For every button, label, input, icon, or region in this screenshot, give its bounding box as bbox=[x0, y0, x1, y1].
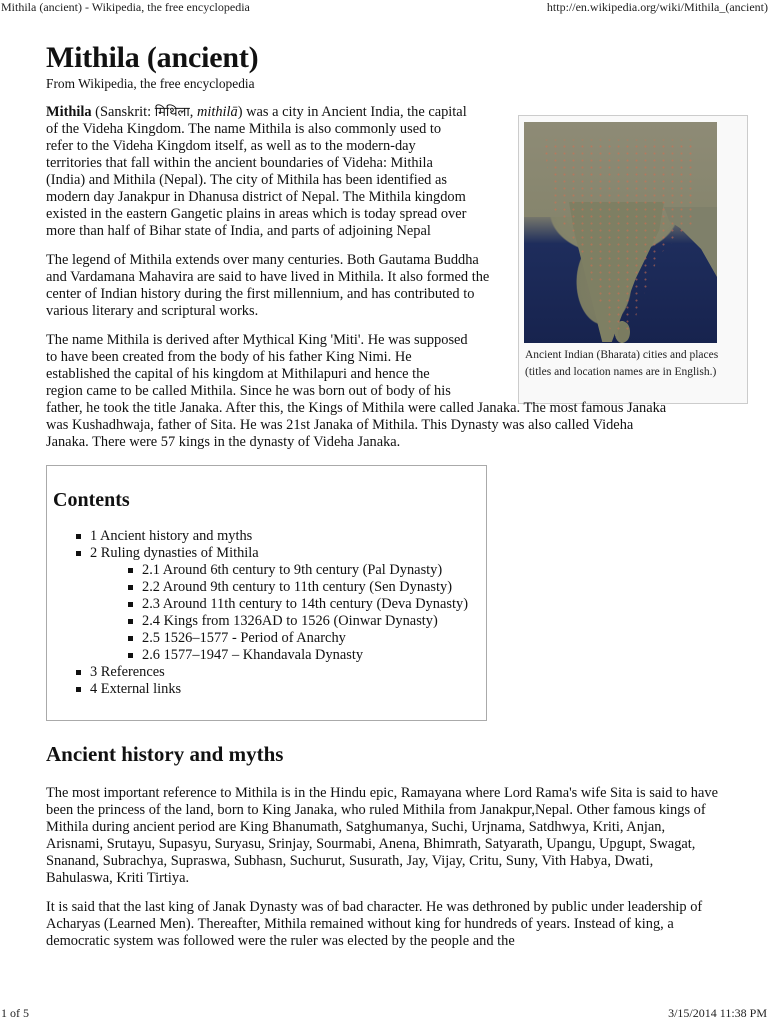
toc-item bbox=[128, 613, 486, 630]
toc-item bbox=[128, 596, 486, 613]
toc-item bbox=[76, 681, 486, 698]
origin-line: region came to be called Mithila. Since he was born out of body of his bbox=[46, 383, 451, 399]
intro-paren-open: (Sanskrit: bbox=[91, 104, 155, 120]
origin-line: established the capital of his kingdom at Mithilapuri and hence the bbox=[46, 366, 430, 382]
toc-item bbox=[76, 545, 486, 664]
page-count: 1 of 5 bbox=[1, 1006, 29, 1020]
intro-paragraph bbox=[46, 104, 468, 240]
janak-dynasty-paragraph: It is said that the last king of Janak Dynasty was of bad character. He was dethroned by public under leadership of Acharyas (Learned Men). Thereafter, Mithila remained without king for hundreds of years. Instead of king, a democratic system was followed were the ruler was elected by the people and the bbox=[46, 899, 703, 949]
origin-paragraph bbox=[46, 332, 722, 451]
toc-item bbox=[76, 664, 486, 681]
toc-sublist bbox=[90, 562, 486, 664]
print-header-title: Mithila (ancient) - Wikipedia, the free encyclopedia bbox=[1, 0, 250, 14]
toc-link-khandavala-dynasty[interactable]: 2.6 1577–1947 – Khandavala Dynasty bbox=[142, 647, 364, 663]
intro-comma: , bbox=[189, 104, 197, 120]
bullet-icon bbox=[128, 602, 133, 607]
map-caption: Ancient Indian (Bharata) cities and places (titles and location names are in English.) bbox=[525, 349, 719, 378]
transliteration: mithilā bbox=[196, 104, 238, 120]
toc-heading: Contents bbox=[53, 489, 130, 511]
toc-link-references[interactable]: 3 References bbox=[90, 664, 165, 680]
section-heading-ancient-history: Ancient history and myths bbox=[46, 742, 284, 766]
print-timestamp: 3/15/2014 11:38 PM bbox=[668, 1006, 767, 1020]
bullet-icon bbox=[128, 653, 133, 658]
toc-item bbox=[128, 579, 486, 596]
site-subtitle: From Wikipedia, the free encyclopedia bbox=[46, 76, 255, 91]
legend-paragraph: The legend of Mithila extends over many centuries. Both Gautama Buddha and Vardamana Mahavira are said to have lived in Mithila. It also formed the center of Indian history during the first millennium, and has contributed to various literary and scriptural works. bbox=[46, 252, 490, 319]
toc-item bbox=[76, 528, 486, 545]
origin-line: to have been created from the body of his father King Nimi. He bbox=[46, 349, 412, 365]
toc-link-sen-dynasty[interactable]: 2.2 Around 9th century to 11th century (Sen Dynasty) bbox=[142, 579, 453, 595]
bullet-icon bbox=[76, 534, 81, 539]
origin-line: father, he took the title Janaka. After this, the Kings of Mithila were called Janaka. The most famous Janaka bbox=[46, 400, 667, 416]
lead-term: Mithila bbox=[46, 104, 92, 120]
table-of-contents bbox=[46, 465, 487, 721]
print-header-url: http://en.wikipedia.org/wiki/Mithila_(ancient) bbox=[546, 0, 768, 14]
toc-item bbox=[128, 562, 486, 579]
sanskrit-term[interactable]: मिथिला bbox=[154, 105, 190, 120]
bullet-icon bbox=[76, 670, 81, 675]
toc-link-period-of-anarchy[interactable]: 2.5 1526–1577 - Period of Anarchy bbox=[142, 630, 346, 646]
toc-link-deva-dynasty[interactable]: 2.3 Around 11th century to 14th century (Deva Dynasty) bbox=[142, 596, 468, 612]
article-content bbox=[46, 40, 722, 962]
bullet-icon bbox=[76, 687, 81, 692]
page-title: Mithila (ancient) bbox=[46, 41, 259, 74]
intro-rest: ) was a city in Ancient India, the capital of the Videha Kingdom. The name Mithila is also commonly used to refer to the Videha Kingdom itself, as well as to the modern-day territories that fall within the ancient boundaries of Videha: Mithila (India) and Mithila (Nepal). The city of Mithila has been identified as modern day Janakpur in Dhanusa district of Nepal. The Mithila kingdom existed in the eastern Gangetic plains in areas which is today spread over more than half of Bihar state of India, and parts of adjoining Nepal bbox=[46, 104, 467, 239]
toc-link-pal-dynasty[interactable]: 2.1 Around 6th century to 9th century (Pal Dynasty) bbox=[142, 562, 443, 578]
toc-link-external-links[interactable]: 4 External links bbox=[90, 681, 182, 697]
toc-item bbox=[128, 647, 486, 664]
toc-link-oinwar-dynasty[interactable]: 2.4 Kings from 1326AD to 1526 (Oinwar Dynasty) bbox=[142, 613, 438, 629]
origin-line: The name Mithila is derived after Mythical King 'Miti'. He was supposed bbox=[46, 332, 468, 348]
ancient-history-paragraph: The most important reference to Mithila is in the Hindu epic, Ramayana where Lord Rama's wife Sita is said to have been the princess of the land, born to King Janaka, who ruled Mithila from Janakpur,Nepal. Other famous kings of Mithila during ancient period are King Bhanumath, Satghumanya, Suchi, Urjnama, Satdhwya, Kriti, Anjan, Arisnami, Srutayu, Supasyu, Suryasu, Srinjay, Sourmabi, Anena, Bhimrath, Satyarath, Upangu, Upgupt, Swagat, Snanand, Subrachya, Supraswa, Subhasn, Suchurut, Susurath, Jay, Vijay, Critu, Suny, Vith Habya, Dwati, Bahulaswa, Kriti Tirtiya. bbox=[46, 785, 718, 886]
bullet-icon bbox=[128, 585, 133, 590]
bullet-icon bbox=[128, 619, 133, 624]
origin-line: was Kushadhwaja, father of Sita. He was 21st Janaka of Mithila. This Dynasty was also called Videha bbox=[46, 417, 634, 433]
bullet-icon bbox=[128, 568, 133, 573]
bullet-icon bbox=[76, 551, 81, 556]
bullet-icon bbox=[128, 636, 133, 641]
print-header bbox=[0, 0, 768, 16]
toc-link-ruling-dynasties[interactable]: 2 Ruling dynasties of Mithila bbox=[90, 545, 259, 561]
toc-list bbox=[53, 528, 486, 698]
print-footer bbox=[0, 1006, 768, 1022]
origin-line: Janaka. There were 57 kings in the dynasty of Videha Janaka. bbox=[46, 434, 401, 450]
toc-item bbox=[128, 630, 486, 647]
toc-link-ancient-history[interactable]: 1 Ancient history and myths bbox=[90, 528, 253, 544]
